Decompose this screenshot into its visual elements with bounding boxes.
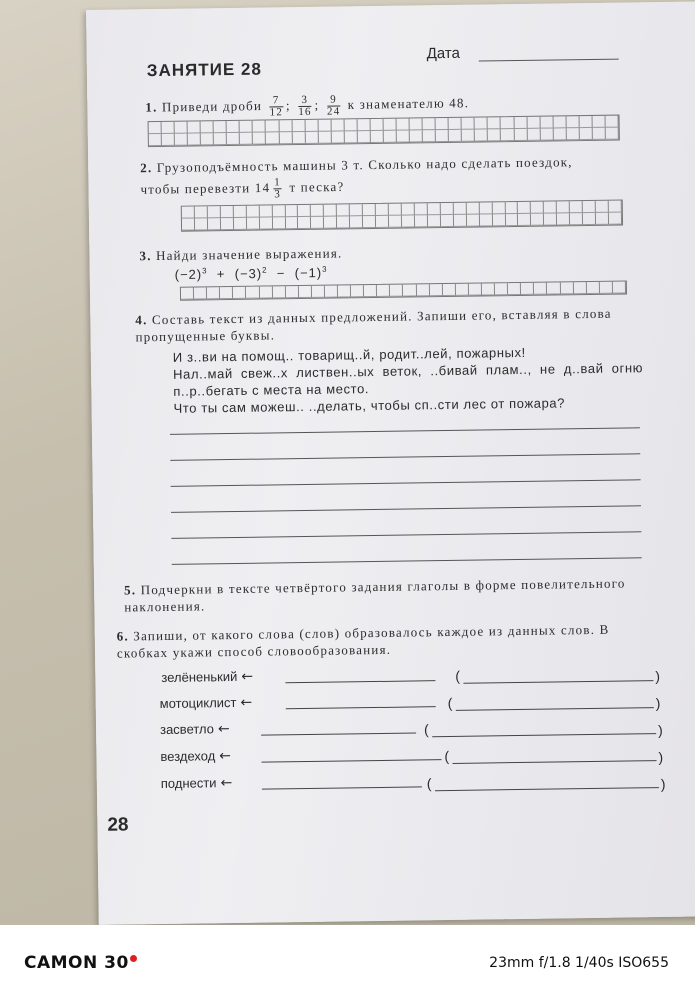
grid-cell[interactable] — [279, 120, 292, 132]
task-text: Приведи дроби — [161, 98, 263, 115]
grid-cell[interactable] — [384, 131, 397, 143]
grid-cell[interactable] — [337, 204, 350, 216]
grid-cell[interactable] — [423, 130, 436, 142]
grid-cell[interactable] — [182, 207, 195, 219]
grid-cell[interactable] — [318, 132, 331, 144]
writing-line[interactable] — [171, 505, 641, 513]
grid-cell[interactable] — [544, 213, 557, 225]
open-paren: ( — [423, 721, 429, 738]
exponent: 3 — [202, 266, 208, 276]
grid-cell[interactable] — [531, 214, 544, 226]
grid-cell[interactable] — [441, 203, 454, 215]
grid-cell[interactable] — [609, 213, 622, 225]
grid-cell[interactable] — [220, 287, 233, 299]
grid-cell[interactable] — [518, 214, 531, 226]
fraction — [273, 177, 282, 200]
grid-cell[interactable] — [324, 217, 337, 229]
close-paren: ) — [657, 722, 663, 739]
exponent: 2 — [262, 265, 268, 275]
task-6 — [117, 620, 657, 662]
writing-line[interactable] — [172, 557, 642, 565]
grid-cell[interactable] — [363, 216, 376, 228]
grid-cell[interactable] — [389, 204, 402, 216]
operator: − — [276, 265, 286, 281]
separator: ; — [285, 97, 291, 113]
source-word: зелёненький — [161, 668, 238, 686]
grid-cell[interactable] — [371, 131, 384, 143]
grid-cell[interactable] — [606, 128, 619, 140]
grid-cell[interactable] — [492, 214, 505, 226]
grid-cell[interactable] — [570, 213, 583, 225]
word-row — [160, 720, 230, 739]
grid-cell[interactable] — [560, 282, 573, 294]
grid-cell[interactable] — [331, 119, 344, 131]
task-number: 1. — [145, 99, 158, 115]
grid-cell[interactable] — [540, 128, 553, 140]
grid-cell[interactable] — [324, 205, 337, 217]
page-number: 28 — [107, 814, 129, 836]
grid-cell[interactable] — [207, 287, 220, 299]
grid-cell[interactable] — [325, 286, 338, 298]
grid-cell[interactable] — [495, 283, 508, 295]
denominator: 16 — [298, 105, 312, 119]
close-paren: ) — [655, 668, 661, 685]
grid-cell[interactable] — [298, 217, 311, 229]
grid-cell[interactable] — [233, 287, 246, 299]
grid-cell[interactable] — [553, 116, 566, 128]
fraction — [327, 94, 341, 117]
grid-cell[interactable] — [488, 117, 501, 129]
grid-cell[interactable] — [298, 205, 311, 217]
grid-cell[interactable] — [182, 219, 195, 231]
grid-cell[interactable] — [272, 205, 285, 217]
grid-cell[interactable] — [279, 132, 292, 144]
grid-cell[interactable] — [540, 116, 553, 128]
grid-cell[interactable] — [364, 285, 377, 297]
grid-cell[interactable] — [403, 284, 416, 296]
grid-cell[interactable] — [587, 282, 600, 294]
task-text: Найди значение выражения. — [155, 245, 343, 264]
grid-cell[interactable] — [227, 133, 240, 145]
grid-cell[interactable] — [272, 286, 285, 298]
answer-line[interactable] — [262, 759, 442, 763]
grid-cell[interactable] — [609, 201, 622, 213]
grid-cell[interactable] — [518, 202, 531, 214]
source-word: вездеход — [160, 748, 216, 765]
task-2 — [140, 152, 631, 202]
camera-exif: 23mm f/1.8 1/40s ISO655 — [489, 955, 669, 971]
task-text: чтобы перевезти 14 — [140, 179, 271, 197]
grid-cell[interactable] — [259, 205, 272, 217]
grid-cell[interactable] — [488, 129, 501, 141]
grid-cell[interactable] — [246, 206, 259, 218]
grid-cell[interactable] — [508, 283, 521, 295]
grid-cell[interactable] — [436, 118, 449, 130]
grid-cell[interactable] — [566, 128, 579, 140]
grid-cell[interactable] — [188, 133, 201, 145]
grid-cell[interactable] — [553, 128, 566, 140]
camera-watermark-bar — [0, 925, 695, 1000]
task-1 — [145, 93, 469, 121]
task-number: 5. — [123, 582, 137, 598]
grid-cell[interactable] — [305, 120, 318, 132]
grid-cell[interactable] — [514, 129, 527, 141]
grid-cell[interactable] — [583, 201, 596, 213]
grid-cell[interactable] — [194, 287, 207, 299]
grid-cell[interactable] — [389, 216, 402, 228]
grid-cell[interactable] — [357, 119, 370, 131]
grid-cell[interactable] — [410, 130, 423, 142]
grid-cell[interactable] — [221, 206, 234, 218]
grid-cell[interactable] — [201, 133, 214, 145]
grid-cell[interactable] — [195, 206, 208, 218]
red-dot-icon — [130, 955, 137, 962]
passage-sentence: И з..ви на помощ.. товарищ..й, родит..лей, пожарных! — [172, 344, 526, 365]
grid-cell[interactable] — [351, 285, 364, 297]
left-arrow-icon: ← — [217, 721, 230, 738]
grid-cell[interactable] — [605, 116, 618, 128]
grid-cell[interactable] — [544, 201, 557, 213]
answer-line[interactable] — [286, 706, 436, 709]
numerator: 3 — [298, 95, 312, 107]
open-paren: ( — [426, 775, 432, 792]
grid-cell[interactable] — [149, 134, 162, 146]
grid-cell[interactable] — [305, 132, 318, 144]
grid-cell[interactable] — [246, 287, 259, 299]
grid-cell[interactable] — [253, 132, 266, 144]
task-text: Составь текст из данных предложений. Запиши его, вставляя в слова пропущенные буквы. — [135, 305, 612, 345]
numerator: 1 — [274, 176, 281, 189]
date-line — [479, 59, 619, 62]
term: (−3) — [234, 265, 263, 282]
grid-cell[interactable] — [580, 128, 593, 140]
grid-cell[interactable] — [286, 286, 299, 298]
grid-cell[interactable] — [181, 288, 194, 300]
denominator: 3 — [274, 188, 282, 201]
grid-cell[interactable] — [600, 282, 613, 294]
grid-cell[interactable] — [527, 129, 540, 141]
grid-cell[interactable] — [214, 121, 227, 133]
exponent: 3 — [322, 264, 328, 274]
grid-cell[interactable] — [501, 129, 514, 141]
grid-cell[interactable] — [377, 285, 390, 297]
term: (−1) — [294, 265, 323, 281]
grid-cell[interactable] — [557, 213, 570, 225]
fraction — [269, 95, 283, 118]
grid-cell[interactable] — [363, 204, 376, 216]
grid-cell[interactable] — [390, 285, 403, 297]
grid-cell[interactable] — [492, 202, 505, 214]
answer-grid[interactable] — [148, 115, 620, 148]
grid-cell[interactable] — [350, 204, 363, 216]
grid-cell[interactable] — [208, 206, 221, 218]
method-line[interactable] — [456, 707, 654, 711]
grid-cell[interactable] — [312, 286, 325, 298]
task-text: т песка? — [289, 178, 345, 195]
grid-cell[interactable] — [467, 215, 480, 227]
task-number: 4. — [135, 312, 148, 328]
grid-cell[interactable] — [162, 122, 175, 134]
grid-cell[interactable] — [501, 117, 514, 129]
word-row — [160, 747, 231, 766]
left-arrow-icon: ← — [240, 694, 253, 711]
grid-cell[interactable] — [579, 116, 592, 128]
grid-cell[interactable] — [430, 284, 443, 296]
grid-cell[interactable] — [534, 283, 547, 295]
close-paren: ) — [658, 749, 664, 766]
grid-cell[interactable] — [613, 281, 626, 293]
grid-cell[interactable] — [415, 203, 428, 215]
grid-cell[interactable] — [514, 117, 527, 129]
grid-cell[interactable] — [299, 286, 312, 298]
left-arrow-icon: ← — [241, 668, 254, 685]
grid-cell[interactable] — [456, 284, 469, 296]
grid-cell[interactable] — [402, 203, 415, 215]
method-line[interactable] — [453, 760, 657, 764]
grid-cell[interactable] — [462, 118, 475, 130]
word-row — [161, 668, 253, 687]
grid-cell[interactable] — [402, 215, 415, 227]
grid-cell[interactable] — [596, 213, 609, 225]
camera-brand: CAMON 30 — [24, 953, 129, 973]
close-paren: ) — [655, 695, 661, 712]
grid-cell[interactable] — [292, 132, 305, 144]
open-paren: ( — [455, 667, 461, 684]
grid-cell[interactable] — [376, 216, 389, 228]
grid-cell[interactable] — [337, 216, 350, 228]
grid-cell[interactable] — [416, 284, 429, 296]
grid-cell[interactable] — [285, 217, 298, 229]
grid-cell[interactable] — [344, 119, 357, 131]
grid-cell[interactable] — [397, 130, 410, 142]
answer-line[interactable] — [262, 786, 422, 789]
grid-cell[interactable] — [531, 202, 544, 214]
task-line — [140, 172, 630, 202]
method-line[interactable] — [432, 733, 656, 737]
grid-cell[interactable] — [566, 116, 579, 128]
word-row — [161, 774, 233, 793]
source-word: поднести — [160, 775, 217, 792]
source-word: засветло — [159, 721, 215, 738]
writing-line[interactable] — [170, 453, 640, 461]
denominator: 12 — [269, 106, 284, 119]
grid-cell[interactable] — [285, 205, 298, 217]
grid-cell[interactable] — [266, 132, 279, 144]
grid-cell[interactable] — [527, 117, 540, 129]
grid-cell[interactable] — [462, 130, 475, 142]
grid-cell[interactable] — [253, 120, 266, 132]
grid-cell[interactable] — [449, 130, 462, 142]
method-line[interactable] — [463, 680, 653, 684]
grid-cell[interactable] — [436, 130, 449, 142]
grid-cell[interactable] — [214, 133, 227, 145]
grid-cell[interactable] — [441, 215, 454, 227]
grid-cell[interactable] — [175, 122, 188, 134]
lesson-title: ЗАНЯТИЕ 28 — [146, 59, 262, 81]
grid-cell[interactable] — [415, 215, 428, 227]
task-number: 2. — [140, 160, 153, 176]
grid-cell[interactable] — [234, 218, 247, 230]
grid-cell[interactable] — [234, 206, 247, 218]
grid-cell[interactable] — [593, 128, 606, 140]
answer-grid[interactable] — [180, 280, 627, 300]
task-text: Грузоподъёмность машины 3 т. Сколько надо сделать поездок, — [156, 154, 573, 176]
open-paren: ( — [447, 694, 453, 712]
grid-cell[interactable] — [175, 134, 188, 146]
grid-cell[interactable] — [397, 118, 410, 130]
grid-cell[interactable] — [240, 121, 253, 133]
grid-cell[interactable] — [188, 121, 201, 133]
grid-cell[interactable] — [272, 217, 285, 229]
numerator: 9 — [327, 94, 341, 106]
grid-cell[interactable] — [570, 201, 583, 213]
grid-cell[interactable] — [592, 116, 605, 128]
task-text: Подчеркни в тексте четвёртого задания глаголы в форме повелительного наклонения. — [124, 575, 626, 615]
numerator: 7 — [269, 95, 283, 107]
grid-cell[interactable] — [469, 283, 482, 295]
grid-cell[interactable] — [428, 203, 441, 215]
grid-cell[interactable] — [247, 218, 260, 230]
grid-cell[interactable] — [475, 117, 488, 129]
grid-cell[interactable] — [149, 122, 162, 134]
grid-cell[interactable] — [259, 286, 272, 298]
grid-cell[interactable] — [505, 202, 518, 214]
grid-cell[interactable] — [311, 205, 324, 217]
grid-cell[interactable] — [227, 121, 240, 133]
grid-cell[interactable] — [201, 121, 214, 133]
passage-sentence: Нал..май свеж..х листвен..ых веток, ..бивай плам.., не д..вай огню п..р..бегать с места на место. — [172, 360, 644, 399]
grid-cell[interactable] — [410, 118, 423, 130]
date-label: Дата — [426, 44, 460, 63]
answer-line[interactable] — [285, 680, 435, 683]
exercise-passage — [173, 342, 644, 417]
grid-cell[interactable] — [480, 214, 493, 226]
grid-cell[interactable] — [240, 133, 253, 145]
grid-cell[interactable] — [195, 218, 208, 230]
grid-cell[interactable] — [583, 213, 596, 225]
grid-cell[interactable] — [292, 120, 305, 132]
close-paren: ) — [660, 775, 666, 793]
grid-cell[interactable] — [596, 201, 609, 213]
writing-line[interactable] — [170, 427, 640, 435]
operator: + — [216, 266, 226, 282]
answer-grid[interactable] — [181, 200, 623, 232]
grid-cell[interactable] — [475, 129, 488, 141]
grid-cell[interactable] — [370, 119, 383, 131]
open-paren: ( — [444, 748, 450, 765]
grid-cell[interactable] — [338, 285, 351, 297]
grid-cell[interactable] — [331, 131, 344, 143]
passage-sentence: Что ты сам можеш.. ..делать, чтобы сп..сти лес от пожара? — [173, 395, 566, 416]
grid-cell[interactable] — [557, 201, 570, 213]
grid-cell[interactable] — [443, 284, 456, 296]
fraction — [298, 95, 312, 118]
grid-cell[interactable] — [482, 283, 495, 295]
word-row — [160, 694, 253, 713]
grid-cell[interactable] — [358, 131, 371, 143]
grid-cell[interactable] — [505, 214, 518, 226]
grid-cell[interactable] — [345, 131, 358, 143]
grid-cell[interactable] — [208, 218, 221, 230]
task-number: 6. — [116, 628, 130, 644]
separator: ; — [314, 97, 320, 113]
denominator: 24 — [326, 105, 341, 118]
source-word: мотоциклист — [159, 694, 237, 712]
task-5 — [124, 574, 654, 615]
grid-cell[interactable] — [318, 120, 331, 132]
grid-cell[interactable] — [423, 118, 436, 130]
grid-cell[interactable] — [428, 215, 441, 227]
expression — [175, 265, 328, 282]
task-number: 3. — [139, 248, 152, 264]
writing-line[interactable] — [171, 479, 641, 487]
term: (−2) — [174, 266, 203, 283]
left-arrow-icon: ← — [220, 775, 233, 792]
grid-cell[interactable] — [221, 218, 234, 230]
grid-cell[interactable] — [521, 283, 534, 295]
grid-cell[interactable] — [573, 282, 586, 294]
workbook-page — [86, 1, 695, 925]
writing-line[interactable] — [171, 531, 641, 539]
left-arrow-icon: ← — [219, 748, 232, 765]
grid-cell[interactable] — [384, 119, 397, 131]
grid-cell[interactable] — [454, 215, 467, 227]
grid-cell[interactable] — [449, 118, 462, 130]
grid-cell[interactable] — [162, 134, 175, 146]
grid-cell[interactable] — [350, 216, 363, 228]
task-3 — [139, 244, 342, 264]
grid-cell[interactable] — [453, 203, 466, 215]
task-text: к знаменателю 48. — [347, 95, 470, 112]
answer-line[interactable] — [261, 732, 416, 735]
grid-cell[interactable] — [376, 204, 389, 216]
grid-cell[interactable] — [466, 203, 479, 215]
task-text: Запиши, от какого слова (слов) образовалось каждое из данных слов. В скобках укажи способ словообразования. — [116, 621, 610, 661]
grid-cell[interactable] — [479, 202, 492, 214]
grid-cell[interactable] — [266, 120, 279, 132]
method-line[interactable] — [435, 787, 659, 791]
grid-cell[interactable] — [311, 217, 324, 229]
grid-cell[interactable] — [260, 217, 273, 229]
task-4 — [135, 304, 635, 345]
grid-cell[interactable] — [547, 282, 560, 294]
